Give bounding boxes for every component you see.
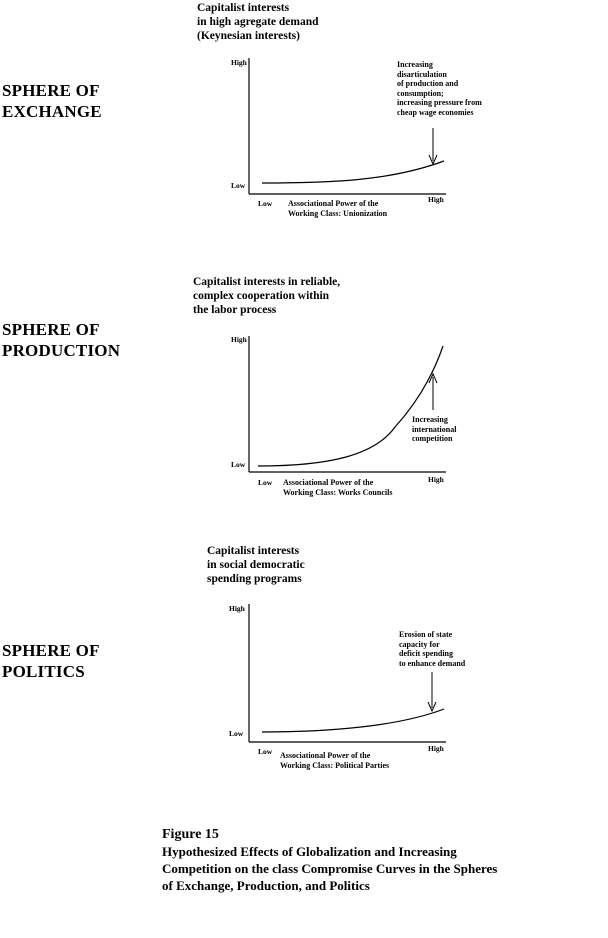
- annotation-line: increasing pressure from: [397, 98, 482, 107]
- y-axis-low-label: Low: [229, 729, 244, 738]
- x-axis-low-label: Low: [258, 747, 273, 756]
- panel-title-line: Capitalist interests: [207, 545, 300, 557]
- annotation-line: cheap wage economies: [397, 107, 474, 117]
- x-axis-title-line: Working Class: Unionization: [288, 209, 388, 218]
- caption-line: Hypothesized Effects of Globalization and Increasing: [162, 844, 457, 859]
- panel-title-line: the labor process: [193, 304, 277, 316]
- x-axis-low-label: Low: [258, 478, 273, 487]
- sphere-label-line: SPHERE OF: [2, 320, 100, 339]
- annotation-line: to enhance demand: [399, 658, 466, 668]
- annotation-line: Increasing: [397, 60, 433, 69]
- figure-number: Figure 15: [162, 827, 219, 842]
- caption-line: Competition on the class Compromise Curves in the Spheres: [162, 861, 498, 876]
- compromise-curve: [262, 709, 444, 732]
- panel-title-line: spending programs: [207, 573, 302, 585]
- annotation-line: capacity for: [399, 639, 440, 649]
- annotation-line: of production and: [397, 79, 459, 88]
- sphere-label-line: EXCHANGE: [2, 102, 102, 121]
- sphere-label-line: SPHERE OF: [2, 81, 100, 100]
- sphere-label-line: SPHERE OF: [2, 641, 100, 660]
- annotation-line: international: [412, 424, 457, 434]
- annotation-line: disarticulation: [397, 69, 447, 79]
- x-axis-title-line: Associational Power of the: [280, 751, 371, 760]
- panel-title-line: complex cooperation within: [193, 290, 330, 302]
- annotation-line: competition: [412, 434, 453, 443]
- caption-line: of Exchange, Production, and Politics: [162, 878, 370, 893]
- x-axis-title-line: Working Class: Works Councils: [283, 488, 393, 497]
- panel-title-line: (Keynesian interests): [197, 30, 300, 42]
- panel-title-line: Capitalist interests: [197, 2, 290, 14]
- annotation-line: Erosion of state: [399, 630, 453, 639]
- x-axis-high-label: High: [428, 475, 444, 484]
- x-axis-title-line: Working Class: Political Parties: [280, 761, 390, 770]
- x-axis-high-label: High: [428, 195, 444, 204]
- y-axis-high-label: High: [229, 604, 245, 613]
- x-axis-low-label: Low: [258, 199, 273, 208]
- sphere-label-line: PRODUCTION: [2, 341, 121, 360]
- x-axis-high-label: High: [428, 744, 444, 753]
- figure-caption: [162, 826, 497, 894]
- sphere-label-line: POLITICS: [2, 662, 85, 681]
- annotation-line: Increasing: [412, 415, 448, 424]
- x-axis-title-line: Associational Power of the: [288, 199, 379, 208]
- x-axis-title-line: Associational Power of the: [283, 478, 374, 487]
- y-axis-high-label: High: [231, 335, 247, 344]
- y-axis-low-label: Low: [231, 460, 246, 469]
- annotation-line: consumption;: [397, 88, 444, 98]
- annotation-line: deficit spending: [399, 649, 454, 658]
- y-axis-high-label: High: [231, 58, 247, 67]
- panel-title-line: in social democratic: [207, 559, 305, 571]
- y-axis-low-label: Low: [231, 181, 246, 190]
- panel-title-line: in high agregate demand: [197, 16, 319, 28]
- panel-title-line: Capitalist interests in reliable,: [193, 276, 341, 288]
